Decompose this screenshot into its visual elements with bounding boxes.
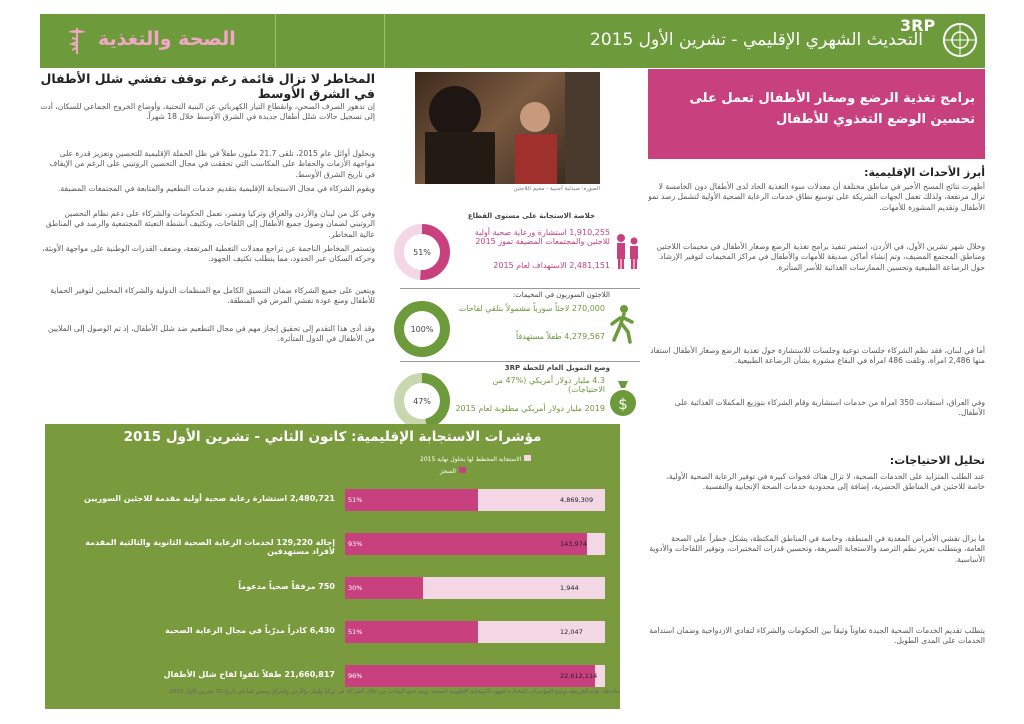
brand-logo: 3RP bbox=[900, 16, 936, 35]
bar-category-label: 21,660,817 طفلاً تلقوا لقاح شلل الأطفال bbox=[163, 670, 335, 679]
page bbox=[40, 14, 985, 714]
bar-target-value: 4,869,309 bbox=[560, 496, 594, 504]
svg-text:$: $ bbox=[618, 395, 628, 413]
divider bbox=[400, 288, 640, 289]
legend-target-label: الاستجابة المخطط لها بحلول نهاية 2015 bbox=[420, 456, 522, 463]
donut-chart-consultations bbox=[392, 222, 452, 282]
stat-consultations-target: 2,481,151 الاستهداف لعام 2015 bbox=[493, 261, 610, 270]
money-bag-icon bbox=[608, 379, 638, 417]
feature-box: برامج تغذية الرضع وصغار الأطفال تعمل على تحسين الوضع التغذوي للأطفال bbox=[648, 69, 985, 159]
donut-percent: 51% bbox=[413, 248, 431, 257]
stat-vaccinated: 270,000 لاجئاً سورياً مشمولاً بتلقي لقاحات bbox=[458, 304, 605, 313]
bar-achieved bbox=[345, 489, 478, 511]
bar-percent-label: 96% bbox=[348, 672, 363, 680]
un-logo-icon bbox=[940, 20, 980, 60]
legend-actual bbox=[440, 467, 466, 475]
bar-category-label: 6,430 كادراً مدرّباً في مجال الرعاية الصحية bbox=[165, 626, 335, 635]
donut-chart-funding bbox=[392, 371, 452, 431]
page-title: التحديث الشهري الإقليمي - تشرين الأول 2015 bbox=[590, 30, 923, 50]
paragraph: وتستمر المخاطر الناجمة عن تراجع معدلات التغطية المرتفعة، وضعف القدرات الوطنية على مواجهة الأوبئة، وحركة السكان عبر الحدود، مما يتطلب تكثيف الجهود. bbox=[42, 244, 375, 264]
donut-chart-vaccination bbox=[392, 299, 452, 359]
needs-analysis-heading: تحليل الاحتياجات: bbox=[889, 454, 985, 467]
stat-consultations: 1,910,255 استشارة ورعاية صحية أولية للاجئين والمجتمعات المضيفة تموز 2015 bbox=[474, 228, 610, 246]
stat-funding-required: 2019 مليار دولار أمريكي مطلوبة لعام 2015 bbox=[455, 404, 605, 413]
bar-percent-label: 93% bbox=[348, 540, 363, 548]
article-photo bbox=[415, 72, 600, 184]
paragraph: يتطلب تقديم الخدمات الصحية الجيدة تعاوناً وثيقاً بين الحكومات والشركاء لتفادي الازدواجية وضمان استدامة الخدمات على المدى الطويل. bbox=[649, 626, 985, 646]
bar-target-value: 1,944 bbox=[560, 584, 579, 592]
photo-caption: الصورة: صيدلية أجنبية - مخيم اللاجئين bbox=[513, 186, 600, 192]
bar-percent-label: 30% bbox=[348, 584, 363, 592]
bar-category-label: إحالة 129,220 لخدمات الرعاية الصحية الثانوية والثالثية المقدمة لأفراد مستهدفين bbox=[85, 538, 335, 556]
paragraph: إن تدهور الصرف الصحي، وانقطاع التيار الكهربائي عن البنية التحتية، وأوضاع الخروج الجماعي للسكان، أدت إلى تسجيل حالات شلل أطفال جديدة في الشرق الأوسط خلال 18 شهراً. bbox=[40, 102, 375, 122]
legend-target bbox=[420, 455, 531, 463]
bar-category-label: 750 مرفقاً صحياً مدعوماً bbox=[238, 582, 335, 591]
stats-title: خلاصة الاستجابة على مستوى القطاع bbox=[467, 212, 595, 220]
paragraph: وقد أدى هذا التقدم إلى تحقيق إنجاز مهم في مجال التطعيم ضد شلل الأطفال، إذ تم الوصول إلى الملايين من الأطفال في الدول المتأثرة. bbox=[47, 324, 375, 344]
bar-target-value: 12,047 bbox=[560, 628, 583, 636]
legend-actual-label: المنجز bbox=[440, 468, 456, 475]
paragraph: ويقوم الشركاء في مجال الاستجابة الإقليمية بتقديم خدمات التطعيم والمتابعة في المجتمعات المضيفة. bbox=[58, 184, 375, 193]
paragraph: وفي كل من لبنان والأردن والعراق وتركيا ومصر، تعمل الحكومات والشركاء على دعم نظام التحصين الروتيني لضمان وصول جميع الأطفال إلى اللقاحات، وتكثيف أنشطة التعبئة المجتمعية والرصد في المناطق عالية المخاطر. bbox=[45, 209, 375, 239]
walking-person-icon bbox=[608, 304, 640, 344]
health-caduceus-icon bbox=[64, 26, 90, 56]
divider bbox=[400, 361, 640, 362]
footnote: ملاحظة: هذه الخريطة توضح المؤشرات المختارة لجهود الاستجابة الإقليمية الصحية، ويتم جمع البيانات من خلال الشركاء في تركيا ولبنان والأردن والعراق ومصر كما في تاريخ 31 تشرين الأول 2015. bbox=[167, 689, 620, 695]
paragraph: أظهرت نتائج المسح الأخير في مناطق مختلفة أن معدلات سوء التغذية الحاد لدى الأطفال دون الخامسة لا تزال مرتفعة، ولذلك تعمل الجهات الشريكة على توسيع نطاق خدمات الرعاية الصحية الأولية لتشمل رصد نمو الأطفال وتقديم المشورة للأمهات. bbox=[648, 182, 985, 212]
paragraph: وبحلول أوائل عام 2015، تلقى 21.7 مليون طفلاً في ظل الحملة الإقليمية للتحصين وتعزيز قدرة على مواجهة الأزمات والحفاظ على المكاسب التي تحققت في مجال التحصين الروتيني على الرغم من الإيقاف في تاريخ الشرق الأوسط. bbox=[49, 149, 375, 179]
header-bar bbox=[40, 14, 985, 68]
developments-heading: أبرز الأحداث الإقليمية: bbox=[864, 166, 985, 179]
bar-target-value: 143,974 bbox=[560, 540, 587, 548]
chart-title: مؤشرات الاستجابة الإقليمية: كانون الثاني - تشرين الأول 2015 bbox=[123, 429, 542, 445]
stats-subhead: وضع التمويل العام للخطة 3RP bbox=[504, 364, 610, 372]
bar-percent-label: 51% bbox=[348, 628, 363, 636]
stat-funding: 4.3 مليار دولار أمريكي (%47 من الاحتياجات) bbox=[492, 376, 605, 394]
paragraph: وفي العراق، استفادت 350 امرأة من خدمات استشارية وقام الشركاء بتوزيع المكملات الغذائية على الأطفال. bbox=[674, 398, 985, 418]
bar-achieved bbox=[345, 533, 587, 555]
stat-vaccinated-target: 4,279,567 طفلاً مستهدفاً bbox=[516, 332, 605, 341]
article-headline: المخاطر لا تزال قائمة رغم توقف تفشي شلل الأطفال في الشرق الأوسط bbox=[40, 71, 375, 101]
bar-achieved bbox=[345, 621, 478, 643]
bar-category-label: 2,480,721 استشارة رعاية صحية أولية مقدمة للاجئين السوريين bbox=[84, 494, 335, 503]
bar-percent-label: 51% bbox=[348, 496, 363, 504]
section-title: الصحة والتغذية bbox=[98, 28, 236, 50]
bar-target-value: 22,612,114 bbox=[560, 672, 598, 680]
paragraph: ويتعين على جميع الشركاء ضمان التنسيق الكامل مع المنظمات الدولية والشركاء المحليين لتوفير الحماية للأطفال ومنع عودة تفشي المرض في المنطقة. bbox=[50, 286, 375, 306]
paragraph: ما يزال تفشي الأمراض المعدية في المنطقة، وخاصة في المناطق المكتظة، يشكل خطراً على الصحة العامة، ويتطلب تعزيز نظم الترصد والاستجابة السريعة، وتحسين قدرات المختبرات، وتوفير اللقاحات والأدوية الأساسية. bbox=[649, 534, 985, 564]
bar-achieved bbox=[345, 665, 598, 687]
paragraph: وخلال شهر تشرين الأول، في الأردن، استمر تنفيذ برامج تغذية الرضع وصغار الأطفال في مخيمات اللاجئين ومناطق المجتمع المضيف، وتم إنشاء أماكن صديقة للأمهات والأطفال في مراكز المخيمات لتوفير الإرشاد حول الرضاعة الطبيعية وتحسين الممارسات الغذائية للأسر المتأثرة. bbox=[656, 242, 985, 272]
donut-percent: 100% bbox=[410, 325, 434, 334]
paragraph: أما في لبنان، فقد نظم الشركاء جلسات توعية وجلسات للاستشارة حول تغذية الرضع وصغار الأطفال استفاد منها 2,486 امرأة، وتلقت 486 امرأة في البقاع مشورة بشأن الرضاعة الطبيعية. bbox=[650, 346, 985, 366]
donut-percent: 47% bbox=[413, 397, 431, 406]
stats-subhead: اللاجئون السوريون في المخيمات: bbox=[512, 291, 610, 299]
partner-logo bbox=[275, 14, 385, 68]
paragraph: عند الطلب المتزايد على الخدمات الصحية، لا تزال هناك فجوات كبيرة في توفير الرعاية الصحية الأولية، خاصة للاجئين في المناطق الحضرية، إضافة إلى محدودية خدمات الصحة الإنجابية والنفسية. bbox=[666, 472, 985, 492]
family-icon bbox=[613, 232, 641, 272]
